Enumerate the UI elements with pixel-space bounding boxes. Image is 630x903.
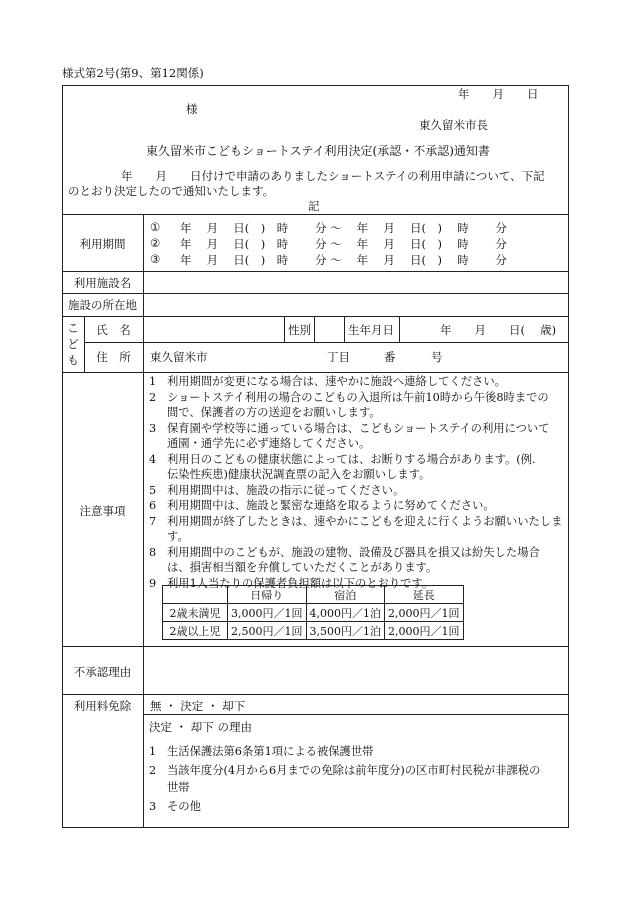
note-item (149, 452, 565, 483)
address-chome: 丁目 (327, 350, 350, 364)
child-address-label: 住 所 (96, 350, 131, 364)
exemption-reasons (149, 743, 565, 815)
note-num: 4 (149, 452, 157, 466)
notes-label: 注意事項 (79, 504, 126, 518)
reason-num: 2 (149, 764, 157, 777)
fee-header-overnight: 宿泊 (306, 586, 385, 604)
note-item (149, 421, 565, 452)
fee-exemption-label: 利用料免除 (73, 699, 132, 713)
note-num: 1 (149, 375, 157, 388)
reason-line: 世帯 (167, 781, 190, 794)
fee-cell: 3,000円／1回 (228, 604, 307, 622)
fee-cell: 3,500円／1泊 (306, 622, 385, 640)
fee-table (162, 585, 464, 640)
note-line: 保育園や学校等に通っている場合は、こどもショートステイの利用について (167, 421, 550, 435)
fee-table-row (163, 604, 464, 622)
note-line: 利用期間中のこどもが、施設の建物、設備及び器具を損又は紛失した場合 (167, 545, 540, 559)
rule (62, 694, 569, 695)
facility-address-label: 施設の所在地 (68, 298, 137, 312)
reason-line: 当該年度分(4月から6月までの免除は前年度分)の区市町村民税が非課税の (167, 764, 541, 777)
fee-cell: 2,500円／1回 (228, 622, 307, 640)
birthdate-divider (399, 316, 400, 342)
fee-row-label: 2歳以上児 (163, 622, 228, 640)
fee-row-label: 2歳未満児 (163, 604, 228, 622)
fee-header-extension: 延長 (385, 586, 464, 604)
note-item (149, 483, 565, 499)
issue-date: 年 月 日 (458, 87, 539, 101)
intro-text-line1: 年 月 日付けで申請のありましたショートステイの利用申請について、下記 (121, 169, 545, 183)
exemption-options: 無 ・ 決定 ・ 却下 (150, 699, 246, 713)
period-row-1: 年 月 日( ) 時 分 〜 年 月 日( ) 時 分 (180, 221, 507, 235)
period-row-1-num: ① (150, 220, 161, 234)
note-line: す。 (167, 530, 189, 543)
label-column-divider (143, 214, 144, 828)
rule (143, 714, 569, 715)
reason-line: その他 (167, 800, 201, 813)
fee-cell: 4,000円／1泊 (306, 604, 385, 622)
note-line: 伝染性疾患)健康状況調査票の記入をお願いします。 (167, 468, 431, 481)
note-num: 5 (149, 483, 157, 497)
rule (62, 214, 569, 215)
note-item (149, 390, 565, 421)
reason-num: 3 (149, 800, 157, 813)
note-num: 9 (149, 576, 157, 590)
note-num: 2 (149, 390, 157, 404)
reason-item (149, 762, 565, 796)
fee-table-row (163, 622, 464, 640)
note-line: 利用期間中は、施設と緊密な連絡を取るように努めてください。 (167, 499, 495, 512)
rule (62, 271, 569, 272)
note-item (149, 545, 565, 576)
sex-divider (314, 316, 315, 342)
note-line: 利用期間が終了したときは、速やかにこどもを迎えに行くようお願いいたしま (167, 514, 563, 528)
kodomo-label (62, 320, 84, 368)
note-num: 7 (149, 514, 157, 528)
issuer: 東久留米市長 (419, 118, 488, 132)
address-go: 号 (431, 350, 443, 364)
fee-header-blank (163, 586, 228, 604)
period-row-2-num: ② (150, 236, 161, 250)
note-line: 通園・通学先に必ず連絡してください。 (167, 437, 371, 450)
addressee-sama: 様 (186, 102, 198, 116)
address-ban: 番 (384, 350, 396, 364)
fee-table-header-row (163, 586, 464, 604)
note-num: 3 (149, 421, 157, 435)
reason-item (149, 743, 565, 760)
reason-num: 1 (149, 745, 157, 758)
sex-divider (284, 316, 285, 342)
sex-label: 性別 (288, 323, 311, 337)
rule (62, 646, 569, 647)
period-row-2: 年 月 日( ) 時 分 〜 年 月 日( ) 時 分 (180, 237, 507, 251)
fee-header-daytrip: 日帰り (228, 586, 307, 604)
rule (62, 316, 569, 317)
rule (62, 293, 569, 294)
fee-cell: 2,000円／1回 (385, 622, 464, 640)
note-num: 8 (149, 545, 157, 559)
reason-item (149, 798, 565, 815)
note-line: は、損害相当額を弁償していただくことがあります。 (167, 561, 438, 574)
fee-cell: 2,000円／1回 (385, 604, 464, 622)
note-line: 利用1人当たりの保護者負担額は以下のとおりです。 (167, 576, 434, 590)
form-number: 様式第2号(第9、第12関係) (62, 66, 204, 80)
birthdate-value: 年 月 日( 歳) (440, 323, 557, 337)
note-line: ショートステイ利用の場合のこどもの入退所は午前10時から午後8時までの (167, 390, 549, 404)
note-item (149, 374, 565, 390)
birthdate-label: 生年月日 (348, 323, 394, 337)
rule (84, 342, 569, 343)
note-item (149, 514, 565, 545)
notes-list (149, 374, 565, 591)
note-num: 6 (149, 499, 157, 512)
period-row-3: 年 月 日( ) 時 分 〜 年 月 日( ) 時 分 (180, 253, 507, 267)
rejection-reason-label: 不承認理由 (73, 665, 132, 679)
usage-period-label: 利用期間 (79, 237, 126, 251)
ki-heading: 記 (308, 199, 320, 213)
note-line: 利用期間中は、施設の指示に従ってください。 (167, 483, 405, 497)
note-item (149, 498, 565, 514)
period-row-3-num: ③ (150, 252, 161, 266)
intro-text-line2: のとおり決定したので通知いたします。 (68, 184, 275, 198)
child-name-label: 氏 名 (96, 323, 131, 337)
note-line: 利用期間が変更になる場合は、速やかに施設へ連絡してください。 (167, 375, 506, 388)
document-title: 東久留米市こどもショートステイ利用決定(承認・不承認)通知書 (146, 144, 490, 158)
kodomo-text: こども (67, 321, 79, 367)
reason-line: 生活保護法第6条第1項による被保護世帯 (167, 745, 374, 758)
exemption-reason-heading: 決定 ・ 却下 の理由 (149, 720, 252, 734)
rule (62, 372, 569, 373)
note-line: 利用日のこどもの健康状態によっては、お断りする場合があります。(例. (167, 452, 536, 466)
birthdate-divider (344, 316, 345, 342)
facility-name-label: 利用施設名 (73, 276, 132, 290)
note-line: 間で、保護者の方の送迎をお願いします。 (167, 406, 381, 419)
address-city: 東久留米市 (150, 350, 208, 364)
